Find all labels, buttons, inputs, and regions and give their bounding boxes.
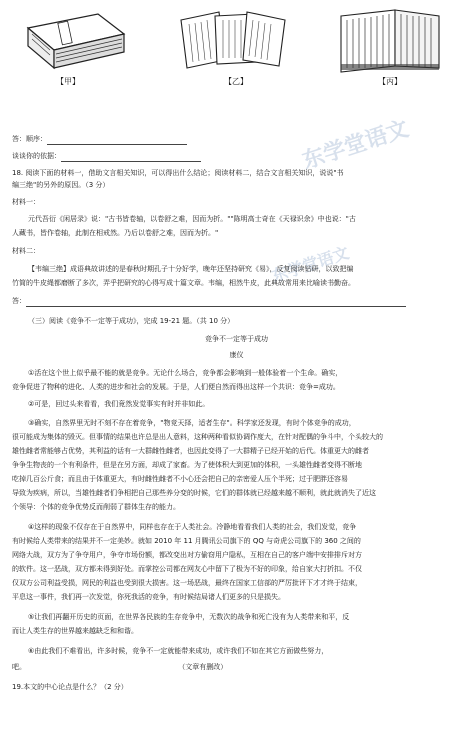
q18-answer-line: 答： (12, 296, 461, 307)
paragraph-3-line: 争争生物丧的一个有利条件，但是在另方面，却成了家畜。为了使体积大到更加的体积，一头雄性雌者变得不断地 (12, 461, 362, 469)
figure-yi (175, 6, 290, 74)
q18-material2-title: 材料二： (12, 247, 40, 255)
q18-answer-blank[interactable] (26, 298, 406, 307)
figure-bing-label: 【丙】 (378, 77, 402, 86)
paragraph-1-line: 竞争促进了物种的进化、人类的进步和社会的发展。于是，人们便自然而得出这样一个共识：竞争=成功。 (12, 383, 340, 391)
q18-prompt-line2: 编三绝"的另外的原因。（3 分） (12, 181, 110, 189)
answer-order-blank[interactable] (47, 136, 187, 145)
q19-prompt: 19.本文的中心论点是什么？（2 分） (12, 683, 128, 691)
figure-yi-label: 【乙】 (224, 77, 248, 86)
paragraph-5-line: 而让人类生存的世界越来越缺乏和和谐。 (12, 627, 138, 635)
scroll-leaves-illustration (175, 6, 290, 74)
paragraph-4-line: 有时候给人类带来的结果并不一定美妙。就如 2010 年 11 月腾讯公司旗下的 QQ 与奇虎公司旗下的 360 之间的 (12, 537, 361, 545)
q18-material2-line2: 竹简的牛皮绳都磨断了多次，弄乎把研究的心得写成十篇文章。韦编，相然牛皮，此典故常用来比喻读书勤奋。 (12, 279, 355, 287)
source-note: （文章有删改） (178, 663, 228, 671)
section3-heading: （三）阅读《竞争不一定等于成功》，完成 19-21 题。（共 10 分） (28, 317, 235, 325)
paragraph-3-line: 吃掉几百公斤食；而且由于体重更大，有时雌性雌者不小心还会把自己的亲密爱人压个半死；过于肥胖还容易 (12, 475, 348, 483)
paragraph-3-line: 个领导：个体的竞争优势反而削弱了群体生存的能力。 (12, 503, 180, 511)
paragraph-4-line: 网络大战，双方为了争夺用户，争夺市场份额，都改变出对方偷窃用户隐私，互相在自己的客户端中安排排斥对方 (12, 551, 362, 559)
figure-jia (20, 6, 130, 74)
paragraph-3-line: 很可能成为集体的毁灭。但事情的结果也许总是出人意料，这种两种看似协调作度大，在针对配偶的争斗中，个头较大的 (12, 433, 383, 441)
q18-material1-line2: 人藏书，皆作卷轴，此制在相戒然。乃后以卷舒之难，因而为折。" (12, 229, 219, 237)
essay-title: 竞争不一定等于成功 (205, 335, 268, 343)
figure-jia-label: 【甲】 (56, 77, 80, 86)
answer-order-line: 答：顺序： (12, 134, 461, 145)
watermark-text: 东学堂语文 (269, 243, 352, 286)
paragraph-4-line: 的软件。这一恶战，双方都未得到好处。而掌控公司都在网友心中留下了极为不好的印象，给自家大打折扣。不仅 (12, 565, 362, 573)
watermark-text: 东学堂语文 (299, 116, 412, 175)
paragraph-6-line: ⑥由此我们不难看出，许多时候，竞争不一定就能带来成功，或许我们不如在其它方面做些努力， (28, 647, 329, 655)
paragraph-3-line: 导致为疾病，所以，当雄性雌者们争相把自己那些养分变的时候，它们的群体就已经越来越不顺利，就此就消失了近这 (12, 489, 376, 497)
accordion-book-illustration (335, 6, 445, 74)
paragraph-1-line: ①活在这个世上似乎最不能的就是竞争。无论什么场合，竞争都会影响到一般体验着一个生命。确实， (28, 369, 343, 377)
q18-material1-title: 材料一： (12, 198, 40, 206)
figure-bing (335, 6, 445, 74)
paragraph-6-line: 吧。 （文章有删改） (12, 663, 228, 671)
paragraph-2-line: ②可是，回过头来看看，我们竟然发觉事实有时并非如此。 (28, 400, 210, 408)
essay-author: 康仪 (229, 351, 244, 359)
paragraph-3-line: ③确实，自然界里无时不刻不存在着竞争，"物竞天择，适者生存"。科学家还发现，有时个体竞争的成功， (28, 419, 356, 427)
q18-material1-line1: 元代吾衍《闲居录》说："古书皆卷轴，以卷舒之难，因而为折。""陈明高士奇在《天禄识余》中也说："古 (28, 215, 356, 223)
q18-prompt-line1: 18. 阅读下面的材料一，借助文言相关知识，可以得出什么结论；阅读材料二，结合文言相关知识，说说"书 (12, 169, 344, 177)
answer-reason-line: 谈谈你的依据： (12, 151, 461, 162)
paragraph-4-line: ④这样的现象不仅存在于自然界中，同样也存在于人类社会。冷静地看看我们人类的社会，我们发觉，竞争 (28, 523, 357, 531)
paragraph-4-line: 平息这一事件，我们再一次发觉，你死我活的竞争，有时候结局诸人们更多的只是损失。 (12, 593, 285, 601)
paragraph-3-line: 雄性雌者常能够占优势，其利益的话有一大群雌性雌者，也因此变得了一大群精子已经开始的后代。体重更大的雌者 (12, 447, 369, 455)
q18-material2-line1: 【韦编三绝】成语典故讲述的是春秋时期孔子十分好学，晚年还坚持研究《易》，反复阅读钻研，以致把编 (28, 265, 354, 273)
answer-reason-blank[interactable] (61, 153, 201, 162)
paragraph-5-line: ⑤让我们再翻开历史的页面，在世界各民族的生存竞争中，无数次的战争和死亡没有为人类带来和平，反 (28, 613, 350, 621)
paragraph-4-line: 仅双方公司利益受损，网民的利益也受到很大损害。这一场恶战，最终在国家工信部的严厉批评下才才终于结束， (12, 579, 362, 587)
bound-book-illustration (20, 6, 130, 74)
